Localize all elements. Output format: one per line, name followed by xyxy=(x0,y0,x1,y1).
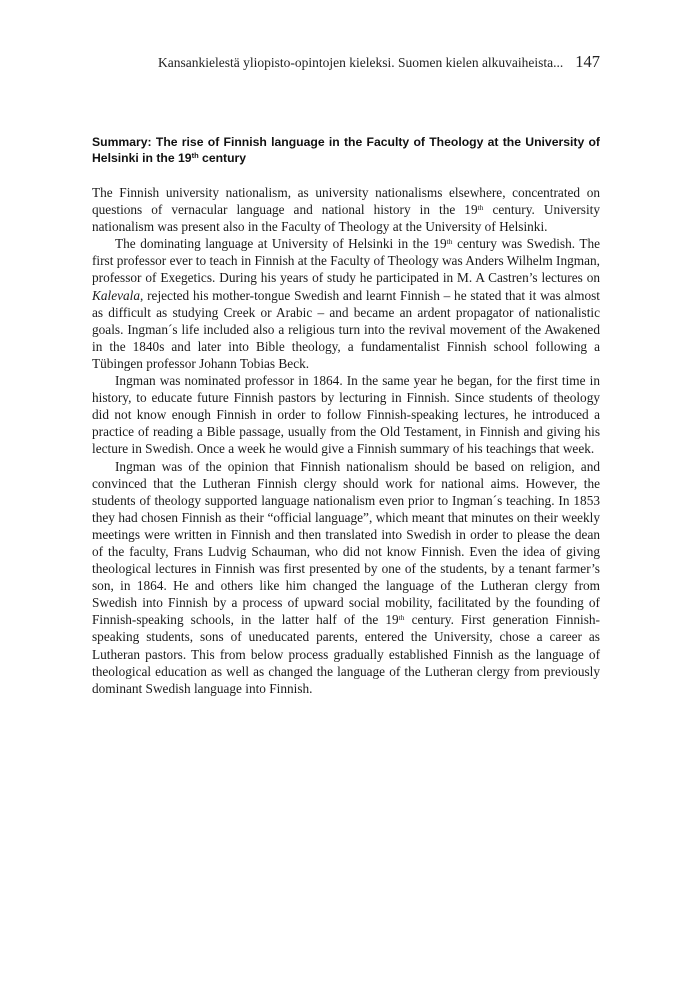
running-title: Kansankielestä yliopisto-opintojen kieleksi. Suomen kielen alkuvaiheista... xyxy=(158,55,564,70)
paragraph-1-superscript: th xyxy=(477,203,484,213)
paragraph-2-text: The dominating language at University of Helsinki in the 19 xyxy=(115,236,447,252)
paragraph-4 xyxy=(92,458,600,697)
paragraph-4-text: Ingman was of the opinion that Finnish nationalism should be based on religion, and convinced that the Lutheran Finnish clergy should work for national aims. However, the students of theology supported language nationalism even prior to Ingman´s teaching. In 1853 they had chosen Finnish as their “official language”, which meant that minutes on their weekly meetings were written in Finnish and then translated into Swedish in order to please the dean of the faculty, Frans Ludvig Schauman, who did not know Finnish. Even the idea of giving theological lectures in Finnish was first presented by one of the students, by a tenant farmer’s son, in 1864. He and others like him changed the language of the Lutheran clergy from Swedish into Finnish by a process of upward social mobility, facilitated by the founding of Finnish-speaking schools, in the latter half of the 19 xyxy=(92,458,600,628)
paragraph-2-text-end: , rejected his mother-tongue Swedish and learnt Finnish – he stated that it was almost as difficult as studying Creek or Arabic – and became an ardent propagator of nationalistic goals. Ingman´s life included also a religious turn into the revival movement of the Awakened in the 1840s and later into Bible theology, a fundamentalist Finnish school following a Tübingen professor Johann Tobias Beck. xyxy=(92,287,600,371)
summary-body xyxy=(92,184,600,697)
page-number: 147 xyxy=(575,52,600,71)
summary-heading-superscript: th xyxy=(191,151,199,160)
summary-heading-text: Summary: The rise of Finnish language in the Faculty of Theology at the University of Helsinki in the 19 xyxy=(92,135,600,165)
paragraph-2 xyxy=(92,235,600,372)
paragraph-2-text-mid: century was Swedish. The first professor ever to teach in Finnish at the Faculty of Theology was Anders Wilhelm Ingman, professor of Exegetics. During his years of study he participated in M. A Castren’s lectures on xyxy=(92,236,601,286)
summary-heading xyxy=(92,134,600,166)
paragraph-1-text: The Finnish university nationalism, as university nationalisms elsewhere, concentrated on questions of vernacular language and national history in the 19 xyxy=(92,185,600,218)
paragraph-1 xyxy=(92,184,600,235)
summary-heading-text-end: century xyxy=(198,151,247,165)
paragraph-2-superscript: th xyxy=(446,237,453,247)
paragraph-2-italic-title: Kalevala xyxy=(92,287,141,303)
paragraph-1-text-end: century. University nationalism was present also in the Faculty of Theology at the University of Helsinki. xyxy=(92,202,600,235)
paragraph-4-superscript: th xyxy=(398,613,405,623)
paragraph-3: Ingman was nominated professor in 1864. In the same year he began, for the first time in history, to educate future Finnish pastors by lecturing in Finnish. Since students of theology did not know enough Finnish in order to follow Finnish-speaking lectures, he introduced a practice of reading a Bible passage, usually from the Old Testament, in Finnish and giving his lecture in Swedish. Once a week he would give a Finnish summary of his teachings that week. xyxy=(92,373,600,457)
paragraph-4-text-end: century. First generation Finnish-speaking students, sons of uneducated parents, entered the University, chose a career as Lutheran pastors. This from below process gradually established Finnish as the language of theological education as well as changed the language of the Lutheran clergy from previously dominant Swedish language into Finnish. xyxy=(92,612,600,696)
